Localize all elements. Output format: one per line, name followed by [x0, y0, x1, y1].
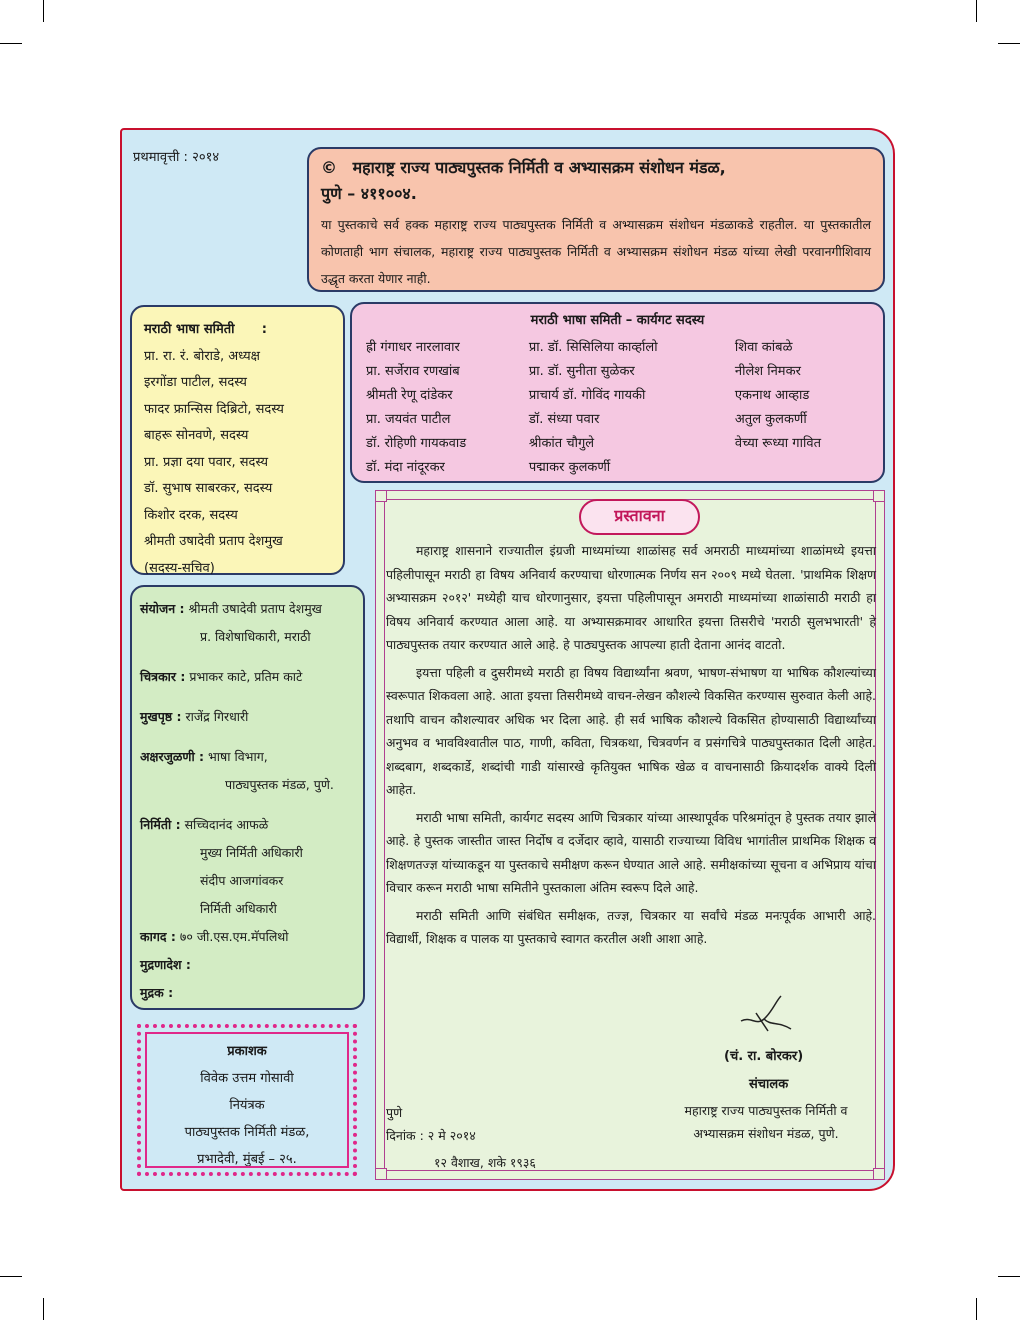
signature-icon — [736, 991, 796, 1036]
committee-member: प्रा. रा. रं. बोराडे, अध्यक्ष — [144, 348, 260, 364]
working-member: श्रीकांत चौगुले — [528, 436, 595, 451]
publisher-name: विवेक उत्तम गोसावी — [200, 1071, 294, 1086]
working-member: प्रा. डॉ. सुनीता सुळेकर — [528, 364, 635, 379]
committee-member: डॉ. सुभाष साबरकर, सदस्य — [144, 481, 273, 496]
working-group-col-1 — [366, 336, 529, 480]
typesetting-org: पाठ्यपुस्तक मंडळ, पुणे. — [225, 777, 334, 792]
crop-mark — [0, 1276, 22, 1277]
coordinator-role: प्र. विशेषाधिकारी, मराठी — [200, 629, 311, 644]
crop-mark — [998, 1276, 1020, 1277]
paper-label: कागद : — [140, 929, 176, 944]
edition-label: प्रथमावृत्ती : २०१४ — [133, 150, 220, 165]
illustrator-label: चित्रकार : — [140, 669, 186, 684]
working-member: शिवा कांबळे — [734, 340, 793, 355]
crop-mark — [43, 0, 44, 22]
copyright-text: या पुस्तकाचे सर्व हक्क महाराष्ट्र राज्य पाठ्यपुस्तक निर्मिती व अभ्यासक्रम संशोधन मंडळाकडे राहतील. या पुस्तकातील कोणताही भाग संचालक, महाराष्ट्र राज्य पाठ्यपुस्तक निर्मिती व अभ्यासक्रम संशोधन मंडळ यांच्या लेखी परवानगीशिवाय उद्धृत करता येणार नाही. — [321, 217, 871, 286]
copyright-city: पुणे – ४११००४. — [321, 184, 417, 203]
publisher-title: प्रकाशक — [227, 1044, 267, 1059]
preface-paragraph: मराठी भाषा समिती, कार्यगट सदस्य आणि चित्रकार यांच्या आस्थापूर्वक परिश्रमांतून हे पुस्तक तयार झाले आहे. हे पुस्तक जास्तीत जास्त निर्दोष व दर्जेदार व्हावे, यासाठी राज्याच्या विविध भागांतील प्राथमिक शिक्षक व शिक्षणतज्ज्ञ यांच्याकडून या पुस्तकाचे समीक्षण करून घेण्यात आले आहे. समीक्षकांच्या सूचना व अभिप्राय यांचा विचार करून मराठी भाषा समितीने पुस्तकाला अंतिम स्वरूप दिले आहे. — [386, 809, 876, 895]
committee-member: इरगोंडा पाटील, सदस्य — [144, 375, 247, 390]
working-member: नीलेश निमकर — [734, 364, 801, 379]
crop-mark — [998, 43, 1020, 44]
working-member: प्रा. डॉ. सिसिलिया कार्व्हालो — [528, 340, 658, 355]
publisher-org: पाठ्यपुस्तक निर्मिती मंडळ, — [184, 1125, 310, 1140]
production-label: निर्मिती : — [140, 817, 181, 832]
working-member: एकनाथ आव्हाड — [734, 388, 810, 403]
print-order-label: मुद्रणादेश : — [140, 957, 191, 972]
paper-value: ७० जी.एस.एम.मॅपलिथो — [179, 929, 289, 944]
preface-paragraph: इयत्ता पहिली व दुसरीमध्ये मराठी हा विषय विद्यार्थ्यांना श्रवण, भाषण-संभाषण या भाषिक कौशल्यांच्या स्वरूपात शिकवला आहे. आता इयत्ता तिसरीमध्ये वाचन-लेखन कौशल्ये विकसित करण्यास सुरुवात केली आहे. तथापि वाचन कौशल्यावर अधिक भर दिला आहे. ही सर्व भाषिक कौशल्ये विकसित होण्यासाठी विद्यार्थ्यांच्या अनुभव व भावविश्वातील पाठ, गाणी, कविता, चित्रकथा, चित्रवर्णन व प्रसंगचित्रे पाठ्यपुस्तकात दिली आहेत. शब्दबाग, शब्दकार्डे, शब्दांची गाडी यांसारखे कृतियुक्त भाषिक खेळ व वाचनासाठी क्रियादर्शक वाक्ये दिली आहेत. — [386, 664, 876, 797]
production-role-1: मुख्य निर्मिती अधिकारी — [200, 845, 303, 860]
cover-name: राजेंद्र गिरधारी — [185, 709, 249, 724]
production-role-2: निर्मिती अधिकारी — [200, 901, 277, 916]
crop-mark — [976, 1298, 977, 1320]
working-member: प्रा. जयवंत पाटील — [366, 412, 451, 427]
crop-mark — [976, 0, 977, 22]
production-name-2: संदीप आजगांवकर — [200, 873, 284, 888]
working-member: डॉ. रोहिणी गायकवाड — [366, 436, 467, 451]
production-name-1: सच्चिदानंद आफळे — [184, 817, 269, 832]
preface-title: प्रस्तावना — [579, 499, 700, 535]
typesetting-label: अक्षरजुळणी : — [140, 749, 205, 764]
working-group-box — [350, 302, 885, 483]
working-member: अतुल कुलकर्णी — [734, 412, 807, 427]
publisher-role: नियंत्रक — [229, 1098, 265, 1113]
working-member: प्रा. सर्जेराव रणखांब — [366, 364, 460, 379]
working-group-col-3 — [735, 336, 869, 480]
preface-box — [375, 490, 885, 1180]
working-member: वेच्या रूध्या गावित — [734, 436, 821, 451]
place-date — [386, 1101, 476, 1147]
coordinator-label: संयोजन : — [140, 601, 185, 616]
working-member: डॉ. मंदा नांदूरकर — [366, 460, 445, 475]
credits-box — [130, 585, 365, 1010]
signatory-title: संचालक — [749, 1077, 789, 1092]
printer-label: मुद्रक : — [140, 985, 174, 1000]
committee-member: बाहरू सोनवणे, सदस्य — [144, 428, 249, 443]
date: दिनांक : २ मे २०१४ — [386, 1128, 476, 1143]
committee-box — [130, 305, 345, 575]
publisher-box — [137, 1024, 357, 1176]
committee-member: श्रीमती उषादेवी प्रताप देशमुख — [144, 534, 283, 549]
cover-label: मुखपृष्ठ : — [140, 709, 182, 724]
illustrator-names: प्रभाकर काटे, प्रतिम काटे — [189, 669, 303, 684]
committee-member: (सदस्य-सचिव) — [144, 560, 215, 576]
working-group-title: मराठी भाषा समिती – कार्यगट सदस्य — [530, 313, 705, 328]
working-member: डॉ. संध्या पवार — [528, 412, 600, 427]
committee-title: मराठी भाषा समिती : — [144, 322, 267, 337]
working-member: प्राचार्य डॉ. गोविंद गायकी — [528, 388, 646, 403]
copyright-org: महाराष्ट्र राज्य पाठ्यपुस्तक निर्मिती व अभ्यासक्रम संशोधन मंडळ, — [352, 158, 726, 177]
crop-mark — [0, 43, 22, 44]
committee-member: प्रा. प्रज्ञा दया पवार, सदस्य — [144, 454, 269, 470]
working-group-col-2 — [529, 336, 735, 480]
copyright-heading — [321, 155, 871, 207]
working-member: पद्माकर कुलकर्णी — [528, 460, 611, 475]
signatory-name: (चं. रा. बोरकर) — [724, 1049, 804, 1064]
preface-paragraph: मराठी समिती आणि संबंधित समीक्षक, तज्ज्ञ, चित्रकार या सर्वांचे मंडळ मनःपूर्वक आभारी आहे. विद्यार्थी, शिक्षक व पालक या पुस्तकाचे स्वागत करतील अशी आशा आहे. — [386, 907, 876, 946]
crop-mark — [43, 1298, 44, 1320]
copyright-symbol: © — [321, 158, 337, 177]
working-member: श्रीमती रेणू दांडेकर — [366, 388, 453, 403]
preface-paragraph: महाराष्ट्र शासनाने राज्यातील इंग्रजी माध्यमांच्या शाळांसह सर्व अमराठी माध्यमांच्या शाळांमध्ये इयत्ता पहिलीपासून मराठी हा विषय अनिवार्य करण्याचा धोरणात्मक निर्णय सन २००९ मध्ये घेतला. 'प्राथमिक शिक्षण अभ्यासक्रम २०१२' मध्येही याच धोरणानुसार, इयत्ता पहिलीपासून अमराठी माध्यमांच्या शाळांसाठी मराठी हा विषय अनिवार्य करण्यात आला आहे. या अभ्यासक्रमावर आधारित इयत्ता तिसरीचे 'मराठी सुलभभारती' हे पाठ्यपुस्तक तयार करण्यात आले आहे. हे पाठ्यपुस्तक आपल्या हाती देताना आनंद वाटतो. — [386, 543, 876, 652]
shaka-date: १२ वैशाख, शके १९३६ — [434, 1155, 536, 1170]
typesetting-name: भाषा विभाग, — [208, 749, 268, 764]
place: पुणे — [386, 1105, 403, 1120]
copyright-box — [307, 147, 885, 292]
committee-member: किशोर दरक, सदस्य — [144, 507, 238, 523]
preface-text — [386, 539, 876, 955]
signatory-org: महाराष्ट्र राज्य पाठ्यपुस्तक निर्मिती व अभ्यासक्रम संशोधन मंडळ, पुणे. — [684, 1103, 848, 1141]
working-member: ह्री गंगाधर नारलावार — [366, 340, 460, 355]
publisher-address: प्रभादेवी, मुंबई – २५. — [197, 1152, 297, 1167]
committee-member: फादर फ्रान्सिस दिब्रिटो, सदस्य — [144, 401, 284, 417]
coordinator-name: श्रीमती उषादेवी प्रताप देशमुख — [188, 601, 322, 616]
